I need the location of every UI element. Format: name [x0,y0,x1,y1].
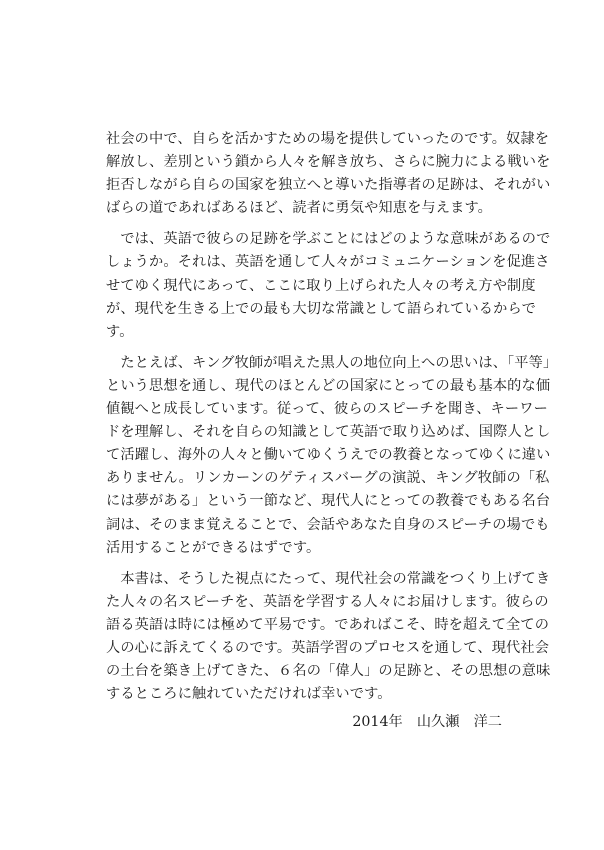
signature-author: 山久瀬 洋二 [416,714,502,730]
text-line: では、英語で彼らの足跡を学ぶことにはどのような意味があるので [106,231,551,248]
text-line: ばらの道であればあるほど、読者に勇気や知恵を与えます。 [106,200,492,217]
paragraph [106,228,551,343]
preface-body [106,128,558,706]
text-line: す。 [106,323,134,340]
signature-year: 2014年 [352,714,403,730]
signature [352,711,502,731]
text-line: 値観へと成長しています。従って、彼らのスピーチを聞き、キーワー [106,401,548,418]
text-line: 本書は、そうした視点にたって、現代社会の常識をつくり上げてき [106,570,551,587]
text-line: の土台を築き上げてきた、６名の「偉人」の足跡と、その思想の意味 [106,663,551,680]
text-line: 詞は、そのまま覚えることで、会話やあなた自身のスピーチの場でも [106,516,550,533]
text-line: 拒否しながら自らの国家を独立へと導いた指導者の足跡は、それがい [106,177,551,194]
paragraph [106,568,551,707]
text-line: 人の心に訴えてくるのです。英語学習のプロセスを通して、現代社会 [106,639,550,656]
text-line: 活用することができるはずです。 [106,539,321,556]
text-line: て活躍し、海外の人々と働いてゆくうえでの教養となってゆくに違い [106,447,551,464]
text-line: ありません。リンカーンのゲティスバーグの演説、キング牧師の「私 [106,470,550,487]
text-line: た人々の名スピーチを、英語を学習する人々にお届けします。彼らの [106,593,549,610]
text-line: 語る英語は時には極めて平易です。であればこそ、時を超えて全ての [106,616,550,633]
text-line: するところに触れていただければ幸いです。 [106,686,392,703]
text-line: 解放し、差別という鎖から人々を解き放ち、さらに腕力による戦いを [106,154,551,171]
text-line: には夢がある」という一節など、現代人にとっての教養でもある名台 [106,493,551,510]
text-line: が、現代を生きる上での最も大切な常識として語られているからで [106,300,536,317]
text-line: しょうか。それは、英語を通して人々がコミュニケーションを促進さ [106,254,550,271]
text-line: たとえば、キング牧師が唱えた黒人の地位向上への思いは、「平等」 [106,354,558,371]
text-line: 社会の中で、自らを活かすための場を提供していったのです。奴隷を [106,131,550,147]
paragraph [106,352,558,560]
paragraph [106,128,551,220]
text-line: という思想を通し、現代のほとんどの国家にとっての最も基本的な価 [106,377,551,394]
text-line: せてゆく現代にあって、ここに取り上げられた人々の考え方や制度 [106,277,536,294]
text-line: ドを理解し、それを自らの知識として英語で取り込めば、国際人とし [106,424,551,441]
